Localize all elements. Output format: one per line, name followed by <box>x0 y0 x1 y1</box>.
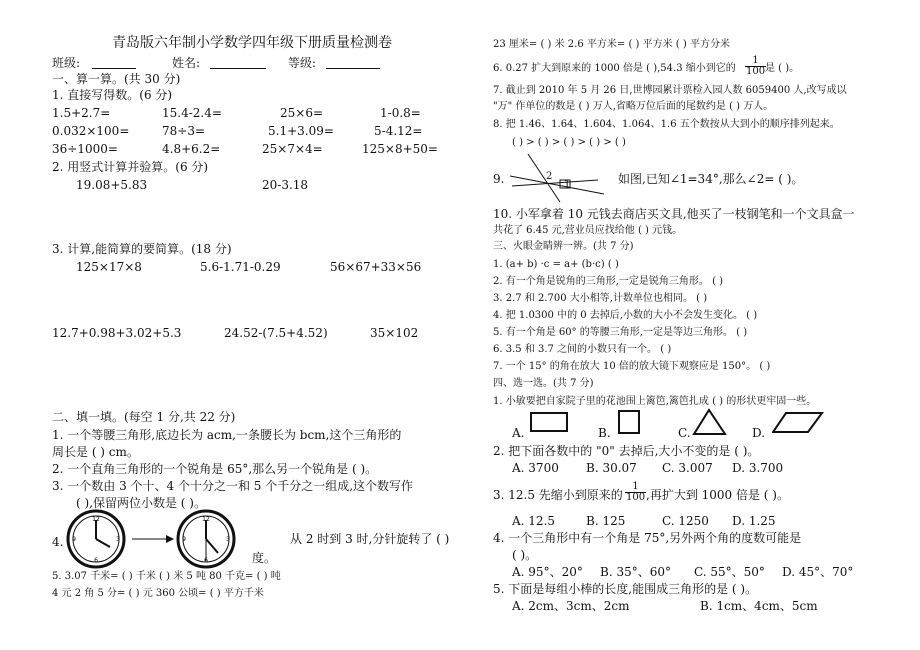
option-item: A. 3700 <box>512 461 559 475</box>
choice-4a: 4. 一个三角形中有一个角是 75°,另外两个角的度数可能是 <box>493 531 802 545</box>
section3-title: 三、火眼金睛辨一辨。(共 7 分) <box>493 241 634 252</box>
oral-item: 25×6= <box>280 106 324 120</box>
fill-4b: 度。 <box>252 551 277 565</box>
fill-9: 如图,已知∠1=34°,那么∠2= ( )。 <box>618 172 804 186</box>
option-label: D. <box>752 426 766 440</box>
s1-q3: 3. 计算,能简算的要简算。(18 分) <box>52 242 232 256</box>
parallelogram-shape-icon <box>772 412 824 434</box>
svg-text:12: 12 <box>202 516 210 523</box>
choice-2: 2. 把下面各数中的 "0" 去掉后,大小不变的是 ( )。 <box>493 444 760 458</box>
arrow-right-icon <box>132 535 174 543</box>
angle-figure <box>508 150 608 204</box>
fill-1b: 周长是 ( ) cm。 <box>52 445 139 459</box>
grade-blank[interactable] <box>326 56 380 69</box>
judge-item: 3. 2.7 和 2.700 大小相等,计数单位也相同。 ( ) <box>493 293 708 304</box>
option-label: B. <box>598 426 611 440</box>
s1-q2: 2. 用竖式计算并验算。(6 分) <box>52 160 209 174</box>
choice-5: 5. 下面是每组小棒的长度,能围成三角形的是 ( )。 <box>493 582 758 596</box>
svg-text:3: 3 <box>116 536 120 543</box>
option-item: B. 125 <box>586 514 626 528</box>
simp-item: 56×67+33×56 <box>330 260 422 274</box>
simp-item: 24.52-(7.5+4.52) <box>224 326 328 340</box>
svg-text:9: 9 <box>72 536 76 543</box>
oral-item: 1.5+2.7= <box>52 106 111 120</box>
choice-3a: 3. 12.5 先缩小到原来的 <box>493 488 623 502</box>
svg-text:12: 12 <box>92 516 100 523</box>
grade-label: 等级: <box>288 56 317 70</box>
class-label: 班级: <box>52 56 81 70</box>
choice-4b: ( )。 <box>512 548 538 562</box>
fill-10b: 共花了 6.45 元,营业员应找给他 ( ) 元钱。 <box>493 225 683 236</box>
simp-item: 5.6-1.71-0.29 <box>200 260 281 274</box>
section2-title: 二、填一填。(每空 1 分,共 22 分) <box>52 410 236 424</box>
svg-text:6: 6 <box>94 557 98 564</box>
fill-5a: 5. 3.07 千米= ( ) 千米 ( ) 米 5 吨 80 千克= ( ) 吨 <box>52 571 281 582</box>
clock-icon <box>178 511 234 567</box>
clock-figure <box>66 508 266 570</box>
option-item: B. 30.07 <box>586 461 637 475</box>
square-shape-icon <box>618 410 642 436</box>
oral-item: 15.4-2.4= <box>162 106 222 120</box>
oral-item: 25×7×4= <box>262 142 323 156</box>
fill-2: 2. 一个直角三角形的一个锐角是 65°,那么另一个锐角是 ( )。 <box>52 462 378 476</box>
vertical-item: 19.08+5.83 <box>76 178 148 192</box>
option-label: A. <box>512 426 525 440</box>
clock-icon <box>68 511 124 567</box>
fill-7b: "万" 作单位的数是 ( ) 万人,省略万位后面的尾数约是 ( ) 万人。 <box>493 101 774 112</box>
fill-5b: 4 元 2 角 5 分= ( ) 元 360 公顷= ( ) 平方千米 <box>52 588 264 599</box>
fill-8-blanks: ( ) > ( ) > ( ) > ( ) > ( ) <box>512 137 626 148</box>
fill-1a: 1. 一个等腰三角形,底边长为 acm,一条腰长为 bcm,这个三角形的 <box>52 428 402 442</box>
fill-4a: 从 2 时到 3 时,分针旋转了 ( ) <box>290 532 450 546</box>
oral-item: 5.1+3.09= <box>268 124 334 138</box>
fill-7a: 7. 截止到 2010 年 5 月 26 日,世博园累计票检入园人数 6059400 人,改写成以 <box>493 85 847 96</box>
option-item: D. 1.25 <box>732 514 776 528</box>
judge-item: 6. 3.5 和 3.7 之间的小数只有一个。 ( ) <box>493 344 672 355</box>
fill-9-number: 9. <box>493 172 505 186</box>
class-blank[interactable] <box>92 56 136 69</box>
oral-item: 5-4.12= <box>374 124 423 138</box>
fill-5c: 23 厘米= ( ) 米 2.6 平方米= ( ) 平方米 ( ) 平方分米 <box>493 39 730 50</box>
right-column <box>460 0 920 650</box>
angle-label-2: 2 <box>546 171 553 182</box>
simp-item: 12.7+0.98+3.02+5.3 <box>52 326 182 340</box>
choice-3b: ,再扩大到 1000 倍是 ( )。 <box>646 488 789 502</box>
name-label: 姓名: <box>172 56 201 70</box>
svg-text:9: 9 <box>182 536 186 543</box>
judge-item: 4. 把 1.0300 中的 0 去掉后,小数的大小不会发生变化。 ( ) <box>493 310 758 321</box>
vertical-item: 20-3.18 <box>262 178 309 192</box>
judge-item: 1. (a+ b) ·c = a+ (b·c) ( ) <box>493 259 619 270</box>
option-item: D. 3.700 <box>732 461 784 475</box>
fill-3b: ( ),保留两位小数是 ( )。 <box>76 496 206 510</box>
page-title: 青岛版六年制小学数学四年级下册质量检测卷 <box>112 35 392 51</box>
choice-1: 1. 小敏要把自家院子里的花池围上篱笆,篱笆扎成 ( ) 的形状更牢固一些。 <box>493 396 817 407</box>
oral-item: 125×8+50= <box>362 142 438 156</box>
rectangle-shape-icon <box>530 412 570 434</box>
oral-item: 4.8+6.2= <box>162 142 221 156</box>
option-label: C. <box>678 426 691 440</box>
judge-item: 2. 有一个角是锐角的三角形,一定是锐角三角形。 ( ) <box>493 276 724 287</box>
simp-item: 125×17×8 <box>76 260 142 274</box>
oral-item: 1-0.8= <box>380 106 421 120</box>
fraction-1-100: $\frac{1}{100}$ <box>746 55 766 77</box>
s1-q1: 1. 直接写得数。(6 分) <box>52 88 173 102</box>
fraction-1-100: $\frac{1}{100}$ <box>626 481 646 503</box>
option-item: C. 55°、50° <box>694 565 765 579</box>
fill-10a: 10. 小军拿着 10 元钱去商店买文具,他买了一枝钢笔和一个文具盒一 <box>493 207 855 221</box>
option-item: B. 1cm、4cm、5cm <box>700 599 818 613</box>
fill-3a: 3. 一个数由 3 个十、4 个十分之一和 5 个千分之一组成,这个数写作 <box>52 479 414 493</box>
fill-6a: 6. 0.27 扩大到原来的 1000 倍是 ( ),54.3 缩小到它的 <box>493 63 736 74</box>
option-item: A. 12.5 <box>512 514 556 528</box>
oral-item: 36÷1000= <box>52 142 118 156</box>
fill-8: 8. 把 1.46、1.64、1.604、1.064、1.6 五个数按从大到小的顺序排列起来。 <box>493 119 840 130</box>
section4-title: 四、选一选。(共 7 分) <box>493 378 594 389</box>
option-item: D. 45°、70° <box>782 565 854 579</box>
name-blank[interactable] <box>210 56 266 69</box>
svg-text:6: 6 <box>204 557 208 564</box>
option-item: C. 3.007 <box>662 461 713 475</box>
simp-item: 35×102 <box>370 326 419 340</box>
oral-item: 0.032×100= <box>52 124 130 138</box>
fill-6b: 是 ( )。 <box>765 63 800 74</box>
option-item: A. 2cm、3cm、2cm <box>512 599 630 613</box>
oral-item: 78÷3= <box>162 124 206 138</box>
judge-item: 5. 有一个角是 60° 的等腰三角形,一定是等边三角形。 ( ) <box>493 327 748 338</box>
fill-4-number: 4. <box>52 535 64 549</box>
judge-item: 7. 一个 15° 的角在放大 10 倍的放大镜下观察应是 150°。 ( ) <box>493 361 771 372</box>
angle-label-1: 1 <box>564 179 571 190</box>
section1-title: 一、算一算。(共 30 分) <box>52 72 181 86</box>
option-item: C. 1250 <box>662 514 709 528</box>
triangle-shape-icon <box>692 408 728 436</box>
option-item: A. 95°、20° <box>512 565 583 579</box>
option-item: B. 35°、60° <box>600 565 671 579</box>
svg-text:3: 3 <box>226 536 230 543</box>
